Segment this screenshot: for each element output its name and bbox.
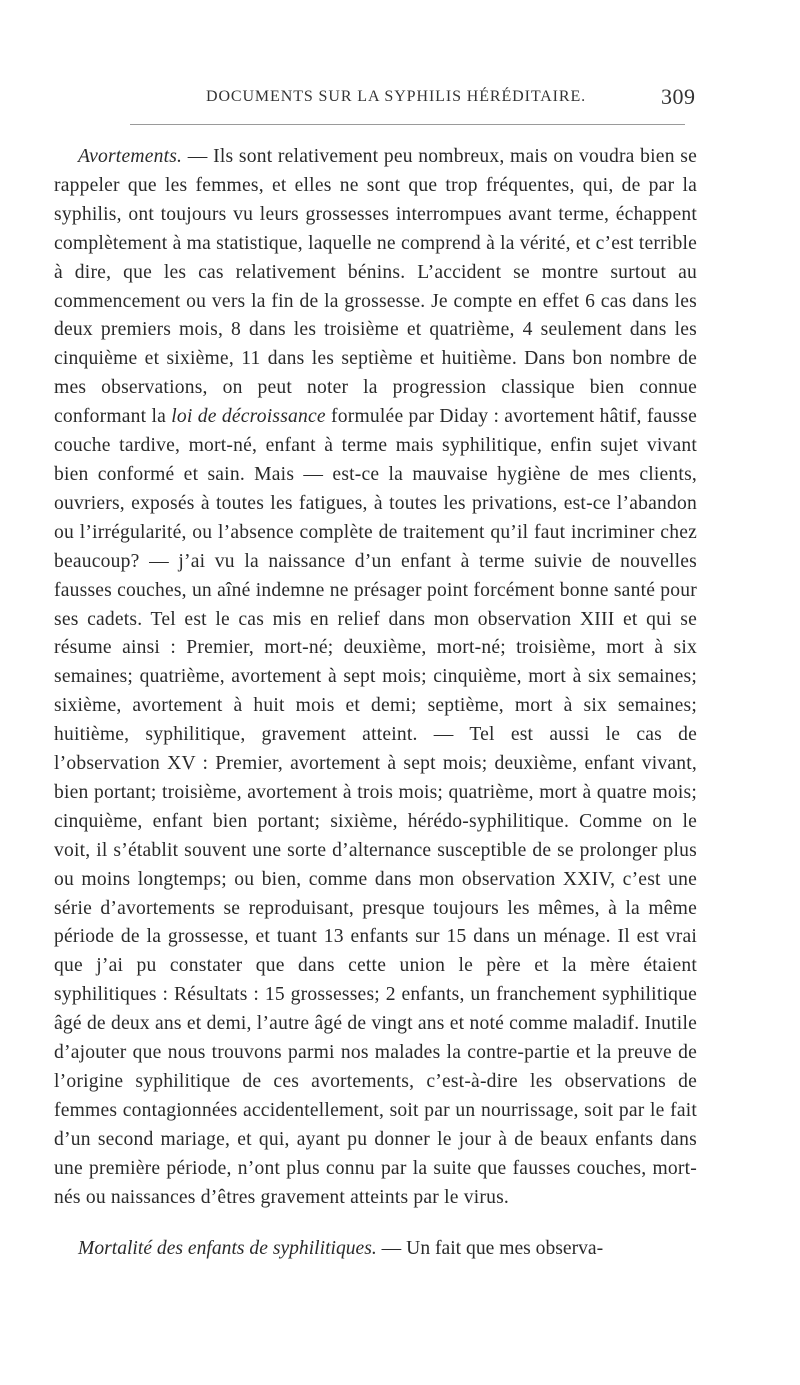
paragraph-mortalite (54, 1235, 697, 1264)
page-number: 309 (661, 84, 696, 109)
paragraph-mortalite-text: — Un fait que mes observa- (376, 1238, 604, 1259)
running-head: DOCUMENTS SUR LA SYPHILIS HÉRÉDITAIRE. (206, 88, 587, 105)
section-title-mortalite: Mortalité des enfants de syphilitiques. (78, 1238, 377, 1259)
emphasis-loi-de-decroissance: loi de décroissance (171, 406, 326, 428)
paragraph-text-part-2: formulée par Diday : avortement hâtif, fausse couche tardive, mort-né, enfant à terme mais syphilitique, enfin sujet vivant bien conformé et sain. Mais — est-ce la mauvaise hygiène de mes clients, ouvriers, exposés à toutes les fatigues, à toutes les privations, est-ce l’abandon ou l’irrégularité, ou l’absence complète de traitement qu’il faut incriminer chez beaucoup? — j’ai vu la naissance d’un enfant à terme suivie de nouvelles fausses couches, un aîné indemne ne présager point forcément bonne santé pour ses cadets. Tel est le cas mis en relief dans mon observation XIII et qui se résume ainsi : Premier, mort-né; deuxième, mort-né; troisième, mort à six semaines; quatrième, avortement à sept mois; cinquième, mort à six semaines; sixième, avortement à huit mois et demi; septième, mort à six semaines; huitième, syphilitique, gravement atteint. — Tel est aussi le cas de l’observation XV : Premier, avortement à sept mois; deuxième, enfant vivant, bien portant; troisième, avortement à trois mois; quatrième, mort à quatre mois; cinquième, enfant bien portant; sixième, hérédo-syphilitique. Comme on le voit, il s’établit souvent une sorte d’alternance susceptible de se prolonger plus ou moins longtemps; ou bien, comme dans mon observation XXIV, c’est une série d’avortements se reproduisant, presque toujours les mêmes, à la même période de la grossesse, et tuant 13 enfants sur 15 dans un ménage. Il est vrai que j’ai pu constater que dans cette union le père et la mère étaient syphilitiques : Résultats : 15 grossesses; 2 enfants, un franchement syphilitique âgé de deux ans et demi, l’autre âgé de vingt ans et noté comme maladif. Inutile d’ajouter que nous trouvons parmi nos malades la contre-partie et la preuve de l’origine syphilitique de ces avortements, c’est-à-dire les observations de femmes contagionnées accidentellement, soit par un nourrissage, soit par le fait d’un second mariage, et qui, ayant pu donner le jour à de beaux enfants dans une première période, n’ont plus connu par la suite que fausses couches, mort-nés ou naissances d’êtres gravement atteints par le virus. (54, 406, 697, 1208)
section-title-avortements: Avortements. (78, 146, 183, 167)
header-rule (130, 124, 685, 125)
paragraph-avortements (54, 143, 697, 1213)
paragraph-text-part-1: — Ils sont relativement peu nombreux, mais on voudra bien se rappeler que les femmes, et elles ne sont que trop fréquentes, qui, de par la syphilis, ont toujours vu leurs grossesses interrompues avant terme, échappent complètement à ma statistique, laquelle ne comprend à la vérité, et c’est terrible à dire, que les cas relativement bénins. L’accident se montre surtout au commencement ou vers la fin de la grossesse. Je compte en effet 6 cas dans les deux premiers mois, 8 dans les troisième et quatrième, 4 seulement dans les cinquième et sixième, 11 dans les septième et huitième. Dans bon nombre de mes observations, on peut noter la progression classique bien connue conformant la (54, 146, 697, 428)
